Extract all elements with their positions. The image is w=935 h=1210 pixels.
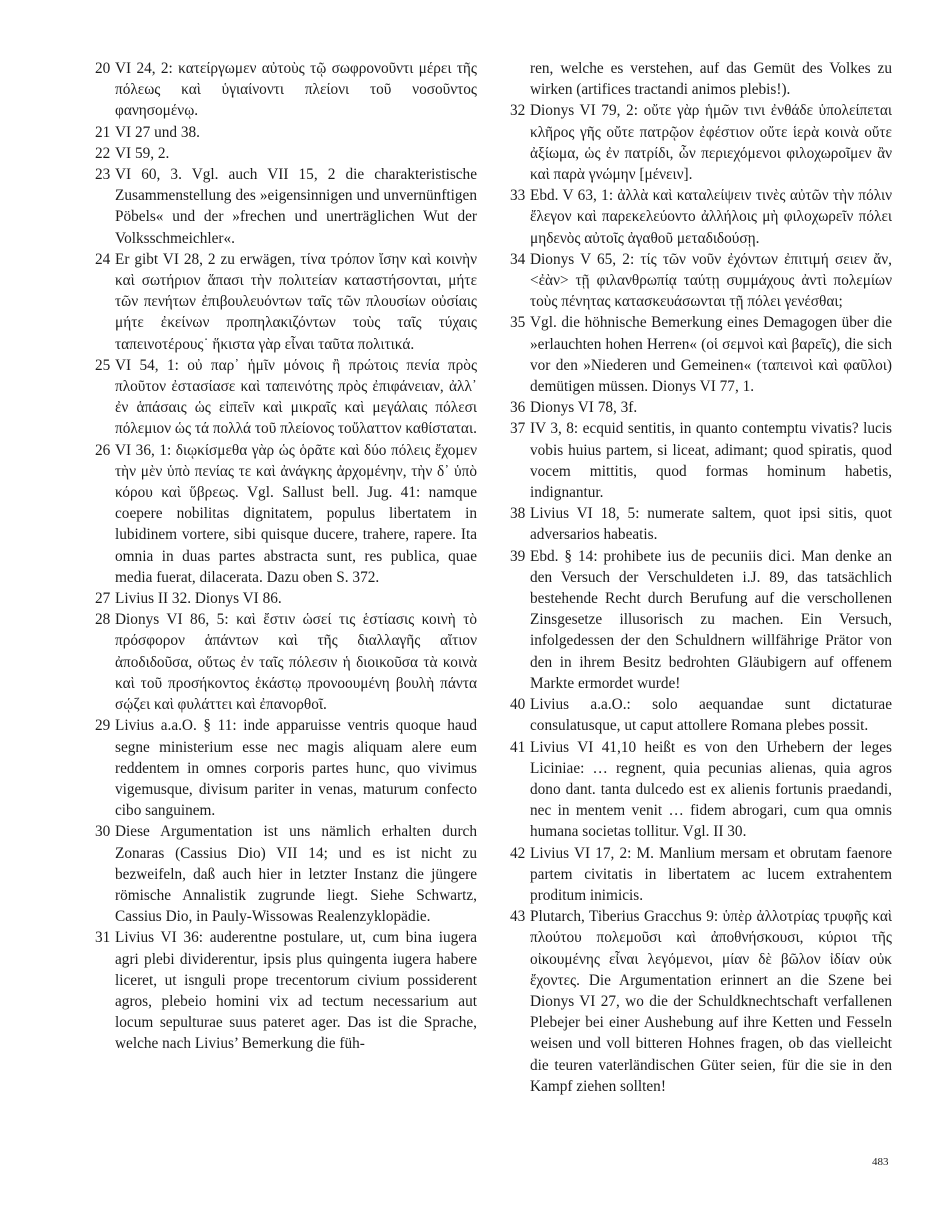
footnote-number: 39	[510, 547, 526, 565]
footnote-35	[510, 312, 892, 397]
footnote-23	[95, 164, 477, 249]
footnote-number: 29	[95, 717, 111, 735]
left-column	[95, 58, 477, 1055]
footnote-43	[510, 906, 892, 1097]
footnote-40	[510, 694, 892, 736]
footnote-41	[510, 737, 892, 843]
right-column	[510, 58, 892, 1097]
footnote-text: VI 54, 1: οὐ παρ᾽ ἡμῖν μόνοις ἢ πρώτοις πενία πρὸς πλοῦτον ἐστασίασε καὶ ταπεινότης πρὸς ἐπιφάνειαν, ἀλλ᾽ ἐν ἁπάσαις ὡς εἰπεῖν καὶ μικραῖς καὶ μεγάλαις πόλεσι πόλεμιον ὡς τά πολλά τοῦ πλείονος τοὔλαττον καθίσταται.	[115, 356, 477, 438]
footnote-text: VI 36, 1: διῳκίσμεθα γὰρ ὡς ὁρᾶτε καὶ δύο πόλεις ἔχομεν τὴν μὲν ὑπὸ πενίας τε καὶ ἀνάγκης ἀρχομένην, τὴν δ᾽ ὑπὸ κόρου καὶ ὕβρεως. Vgl. Sallust bell. Jug. 41: namque coepere nobilitas dignitatem, populus libertatem in lubidinem vortere, sibi quisque ducere, trahere, rapere. Ita omnia in duas partes abstracta sunt, res publica, quae media fuerat, dilacerata. Dazu oben S. 372.	[115, 441, 477, 586]
footnote-text: VI 27 und 38.	[115, 123, 200, 141]
footnote-text: Livius II 32. Dionys VI 86.	[115, 590, 282, 608]
footnote-number: 24	[95, 250, 111, 268]
footnote-number: 26	[95, 441, 111, 459]
footnote-number: 21	[95, 123, 111, 141]
footnote-text: Dionys VI 79, 2: οὔτε γὰρ ἡμῶν τινι ἐνθάδε ὑπολείπεται κλῆρος γῆς οὔτε πατρῷον ἐφέστιον οὔτε ἱερὰ κοινὰ οὔτε ἀξίωμα, ὡς ἐν πατρίδι, ὧν περιεχόμενοι φιλοχωροῖμεν ἂν καὶ παρὰ γνώμην [μένειν].	[530, 102, 892, 184]
footnote-number: 30	[95, 823, 111, 841]
footnote-number: 20	[95, 60, 111, 77]
footnote-31	[95, 927, 477, 1054]
footnote-number: 32	[510, 102, 526, 120]
footnote-text: IV 3, 8: ecquid sentitis, in quanto contemptu vivatis? lucis vobis huius partem, si liceat, adimant; quod spiratis, quod vocem mittitis, quod formas hominum habetis, indignantur.	[530, 420, 892, 502]
footnote-text: Dionys VI 78, 3f.	[530, 399, 638, 417]
footnote-37	[510, 418, 892, 503]
footnote-text: Ebd. § 14: prohibete ius de pecuniis dici. Man denke an den Versuch der Verschuldeten i.J. 89, das tatsächlich bestehende Recht durch Berufung auf die verschollenen Zinsgesetze illusorisch zu machen. Ein Versuch, infolgedessen der den Schuldnern willfährige Prätor von den in ihrem Besitz bedrohten Gläubigern auf offenem Markte ermordet wurde!	[530, 547, 892, 692]
footnote-text: Er gibt VI 28, 2 zu erwägen, τίνα τρόπον ἴσην καὶ κοινὴν καὶ σωτήριον ἅπασι τὴν πολιτείαν καταστήσονται, μήτε τῶν πενήτων ἐπιβουλευόντων ταῖς τῶν πλουσίων οὐσίαις μήτε ἐκείνων προπηλακιζόντων τοὺς ταῖς τύχαις ταπεινοτέρους˙ ἥκιστα γὰρ εἶναι ταῦτα πολιτικά.	[115, 250, 477, 353]
footnote-number: 23	[95, 166, 111, 184]
footnote-27	[95, 588, 477, 609]
footnote-number: 31	[95, 929, 111, 947]
footnote-text: Dionys V 65, 2: τίς τῶν νοῦν ἐχόντων ἐπιτιμή σειεν ἄν, <ἐὰν> τῇ φιλανθρωπίᾳ ταύτῃ συμμάχους ἀντὶ πολεμίων τοὺς πένητας κατασκευάσωνται τῇ πόλει γενέσθαι;	[530, 250, 892, 311]
footnote-number: 37	[510, 420, 526, 438]
footnote-42	[510, 843, 892, 907]
footnote-25	[95, 355, 477, 440]
footnote-text: Dionys VI 86, 5: καὶ ἔστιν ὡσεί τις ἑστίασις κοινὴ τὸ πρόσφορον ἁπάντων καὶ τῆς διαλλαγῆς αἴτιον ἀποδιδοῦσα, οὕτως ἐν ταῖς πόλεσιν ἡ διοικοῦσα τὰ κοινὰ καὶ τοῦ προσήκοντος ἑκάστῳ προνοουμένη βουλὴ πάντα σῴζει καὶ φυλάττει καὶ ἐπανορθοῖ.	[115, 611, 477, 714]
footnote-text: VI 59, 2.	[115, 144, 170, 162]
footnote-text: Vgl. die höhnische Bemerkung eines Demagogen über die »erlauchten hohen Herren« (οἱ σεμνοὶ καὶ βαρεῖς), die sich vor den »Niederen und Gemeinen« (ταπεινοὶ καὶ φαῦλοι) demütigen müssen. Dionys VI 77, 1.	[530, 314, 892, 396]
footnote-text: VI 60, 3. Vgl. auch VII 15, 2 die charakteristische Zusammenstellung des »eigensinnigen und unvernünftigen Pöbels« und der »frechen und unerträglichen Wut der Volksschmeichler«.	[115, 166, 477, 247]
footnote-21	[95, 122, 477, 143]
footnote-text: Livius a.a.O. § 11: inde apparuisse ventris quoque haud segne ministerium esse nec magis aliquam alere eum reddentem in omnes corporis partes hunc, quo vivimus vigemusque, divisum pariter in venas, maturum confecto cibo sanguinem.	[115, 717, 477, 820]
footnote-number: 43	[510, 908, 526, 926]
footnote-34	[510, 249, 892, 313]
footnote-text: VI 24, 2: κατείργωμεν αὐτοὺς τῷ σωφρονοῦντι μέρει τῆς πόλεως καὶ ὑγιαίνοντι πλείονι τοῦ νοσοῦντος φανησομένῳ.	[115, 60, 477, 120]
footnote-number: 25	[95, 356, 111, 374]
footnote-number: 34	[510, 250, 526, 268]
footnote-number: 28	[95, 611, 111, 629]
footnote-20	[95, 58, 477, 122]
footnote-28	[95, 609, 477, 715]
footnote-text: Diese Argumentation ist uns nämlich erhalten durch Zonaras (Cassius Dio) VII 14; und es ist nicht zu bezweifeln, daß auch hier in letzter Instanz die jüngere römische Annalistik zugrunde liegt. Siehe Schwartz, Cassius Dio, in Pauly-Wissowas Realenzyklopädie.	[115, 823, 477, 926]
footnote-36	[510, 397, 892, 418]
footnote-number: 36	[510, 399, 526, 417]
page-number: 483	[872, 1156, 889, 1168]
footnote-number: 41	[510, 738, 526, 756]
footnote-number: 22	[95, 144, 111, 162]
footnote-text: Livius VI 36: auderentne postulare, ut, cum bina iugera agri plebi dividerentur, ipsis plus quingenta iugera habere liceret, ut isnguli prope trecentorum civium possiderent agros, plebeio homini vix ad tectum necessarium aut locum sepulturae suus pateret ager. Das ist die Sprache, welche nach Livius’ Bemerkung die füh-	[115, 929, 477, 1053]
footnote-26	[95, 440, 477, 588]
footnote-number: 27	[95, 590, 111, 608]
footnote-text: Livius VI 17, 2: M. Manlium mersam et obrutam faenore partem civitatis in libertatem ac lucem extrahentem proditum inimicis.	[530, 844, 892, 904]
footnote-number: 42	[510, 844, 526, 862]
footnote-31-continuation: ren, welche es verstehen, auf das Gemüt des Volkes zu wirken (artifices tractandi animos plebis!).	[530, 60, 892, 99]
footnote-text: Livius VI 41,10 heißt es von den Urhebern der leges Liciniae: … regnent, quia pecunias alienas, quia agros dono dant. tanta dulcedo est ex alienis fortunis praedandi, nec in mentem venit … fidem abrogari, cum qua omnis humana societas tollitur. Vgl. II 30.	[530, 738, 892, 841]
footnote-38	[510, 503, 892, 545]
footnote-29	[95, 715, 477, 821]
footnote-text: Plutarch, Tiberius Gracchus 9: ὑπὲρ ἀλλοτρίας τρυφῆς καὶ πλούτου πολεμοῦσι καὶ ἀποθνήσκουσι, κύριοι τῆς οἰκουμένης εἶναι λεγόμενοι, μίαν δὲ βῶλον ἰδίαν οὐκ ἔχοντες. Die Argumentation erinnert an die Szene bei Dionys VI 27, wo die der Schuldknechtschaft verfallenen Plebejer bei einer Aushebung auf ihre Ketten und Fesseln weisen und voll bitteren Hohnes fragen, ob das vielleicht die teuren vaterländischen Güter seien, für die sie in den Kampf ziehen sollten!	[530, 908, 892, 1095]
footnote-24	[95, 249, 477, 355]
footnote-number: 40	[510, 696, 526, 714]
footnote-number: 35	[510, 314, 526, 332]
footnote-text: Ebd. V 63, 1: ἀλλὰ καὶ καταλείψειν τινὲς αὐτῶν τὴν πόλιν ἔλεγον καὶ παρεκελεύοντο ἀλλήλοις μὴ φιλοχωρεῖν πόλει μηδενὸς αὐτοῖς ἀγαθοῦ μεταδιδούσῃ.	[530, 187, 892, 247]
footnote-number: 33	[510, 187, 526, 205]
footnote-number: 38	[510, 505, 526, 523]
footnote-text: Livius a.a.O.: solo aequandae sunt dictaturae consulatusque, ut caput attollere Romana plebes possit.	[530, 696, 892, 735]
footnote-32	[510, 100, 892, 185]
footnote-39	[510, 546, 892, 694]
footnote-text: Livius VI 18, 5: numerate saltem, quot ipsi sitis, quot adversarios habeatis.	[530, 505, 892, 544]
footnote-33	[510, 185, 892, 249]
footnote-22	[95, 143, 477, 164]
footnote-30	[95, 821, 477, 927]
